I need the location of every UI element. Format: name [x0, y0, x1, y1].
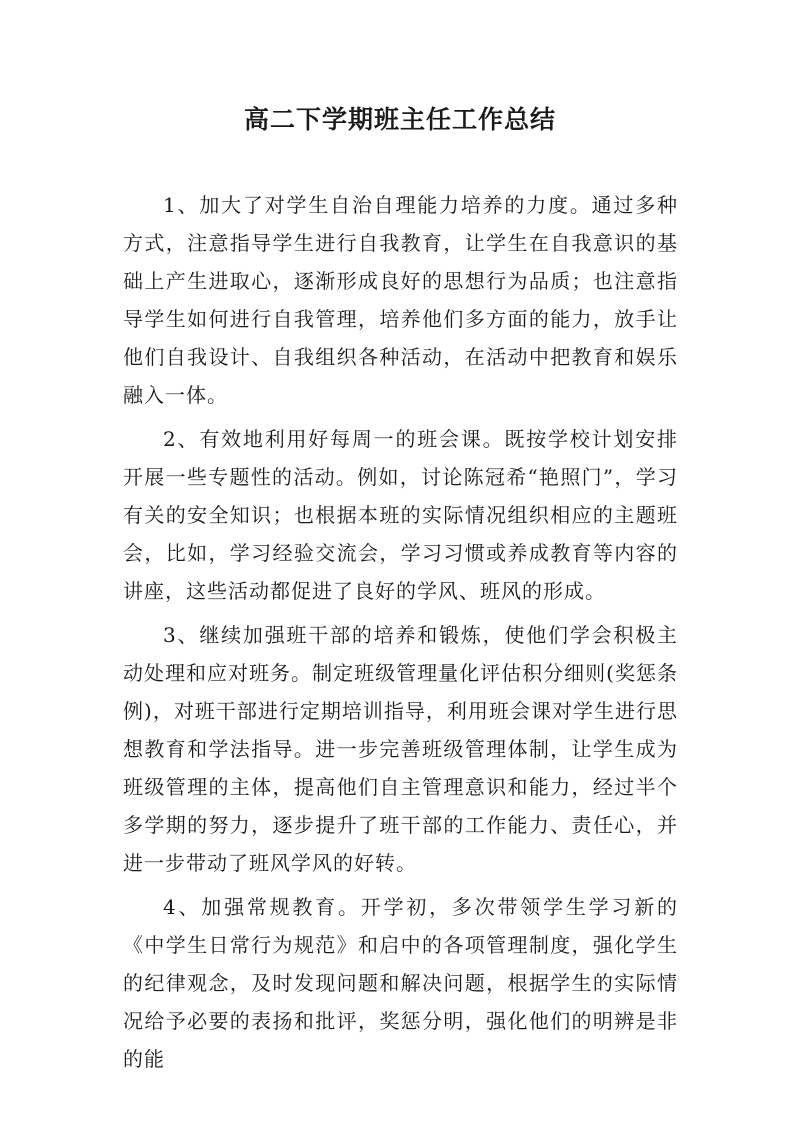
paragraph-4: 4、加强常规教育。开学初，多次带领学生学习新的《中学生日常行为规范》和启中的各项管理制度，强化学生的纪律观念，及时发现问题和解决问题，根据学生的实际情况给予必要的表扬和批评，奖惩分明，强化他们的明辨是非的能: [123, 895, 678, 1071]
paragraph-2: 2、有效地利用好每周一的班会课。既按学校计划安排开展一些专题性的活动。例如，讨论陈冠希“艳照门”，学习有关的安全知识；也根据本班的实际情况组织相应的主题班会，比如，学习经验交流会，学习习惯或养成教育等内容的讲座，这些活动都促进了良好的学风、班风的形成。: [123, 427, 678, 603]
document-body: [123, 186, 678, 1084]
paragraph-1: 1、加大了对学生自治自理能力培养的力度。通过多种方式，注意指导学生进行自我教育，让学生在自我意识的基础上产生进取心，逐渐形成良好的思想行为品质；也注意指导学生如何进行自我管理，培养他们多方面的能力，放手让他们自我设计、自我组织各种活动，在活动中把教育和娱乐融入一体。: [123, 193, 678, 407]
paragraph-3: 3、继续加强班干部的培养和锻炼，使他们学会积极主动处理和应对班务。制定班级管理量化评估积分细则(奖惩条例)，对班干部进行定期培训指导，利用班会课对学生进行思想教育和学法指导。进一步完善班级管理体制，让学生成为班级管理的主体，提高他们自主管理意识和能力，经过半个多学期的努力，逐步提升了班干部的工作能力、责任心，并进一步带动了班风学风的好转。: [123, 623, 678, 875]
document-title: 高二下学期班主任工作总结: [243, 105, 556, 134]
